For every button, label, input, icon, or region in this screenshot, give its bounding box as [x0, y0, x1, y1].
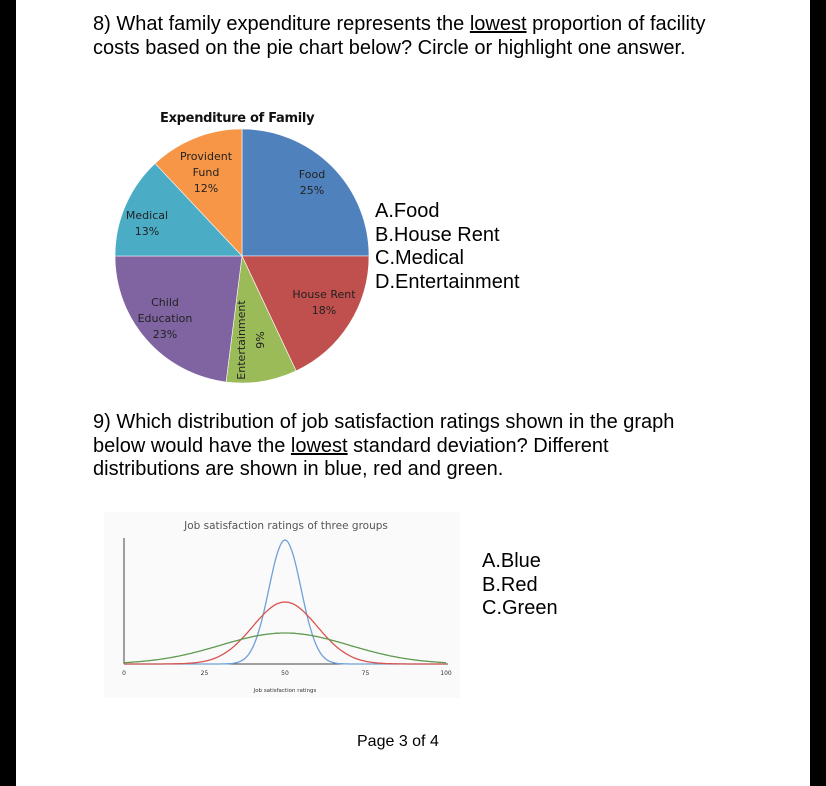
- svg-text:23%: 23%: [152, 328, 178, 341]
- svg-text:House Rent: House Rent: [292, 288, 356, 301]
- svg-text:Child: Child: [151, 296, 179, 309]
- q8-underlined-word: lowest: [469, 13, 527, 35]
- svg-text:Food: Food: [298, 168, 326, 181]
- question-9-text: 9) Which distribution of job satisfaction ratings shown in the graph below would have the lowest standard deviation? Different distributions are shown in blue, red and green.: [93, 411, 675, 480]
- q9-underlined-word: lowest: [290, 434, 348, 457]
- x-tick-label-0: 0: [122, 670, 126, 677]
- x-tick-label-25: 25: [200, 670, 209, 677]
- svg-text:9%: 9%: [254, 331, 267, 349]
- svg-text:13%: 13%: [134, 225, 160, 238]
- q8-option-c[interactable]: C.Medical: [375, 247, 464, 269]
- q8-option-b[interactable]: B.House Rent: [375, 223, 500, 246]
- svg-text:Medical: Medical: [125, 209, 169, 222]
- question-8-text: 8) What family expenditure represents the lowest proportion of facility costs based on the pie chart below? Circle or highlight one answer.: [93, 13, 706, 59]
- svg-text:18%: 18%: [311, 304, 337, 317]
- svg-text:Provident: Provident: [179, 150, 233, 163]
- x-axis-label: Job satisfaction ratings: [253, 688, 317, 694]
- q9-option-b[interactable]: B.Red: [482, 573, 538, 596]
- q9-option-a[interactable]: A.Blue: [482, 550, 541, 572]
- question-9-options: [482, 550, 558, 621]
- x-tick-label-75: 75: [361, 670, 370, 677]
- page-number: Page 3 of 4: [357, 733, 439, 750]
- svg-text:Education: Education: [137, 312, 193, 325]
- q9-option-c[interactable]: C.Green: [482, 597, 558, 619]
- distribution-chart-title: Job satisfaction ratings of three groups: [184, 520, 388, 532]
- svg-text:Entertainment: Entertainment: [235, 300, 248, 380]
- svg-text:25%: 25%: [299, 184, 325, 197]
- x-tick-label-50: 50: [281, 670, 289, 677]
- svg-text:Fund: Fund: [192, 166, 220, 179]
- pie-chart-title: Expenditure of Family: [160, 111, 315, 126]
- q8-option-d[interactable]: D.Entertainment: [375, 270, 520, 293]
- svg-text:12%: 12%: [193, 182, 219, 195]
- q8-option-a[interactable]: A.Food: [375, 200, 440, 222]
- x-tick-label-100: 100: [440, 670, 452, 677]
